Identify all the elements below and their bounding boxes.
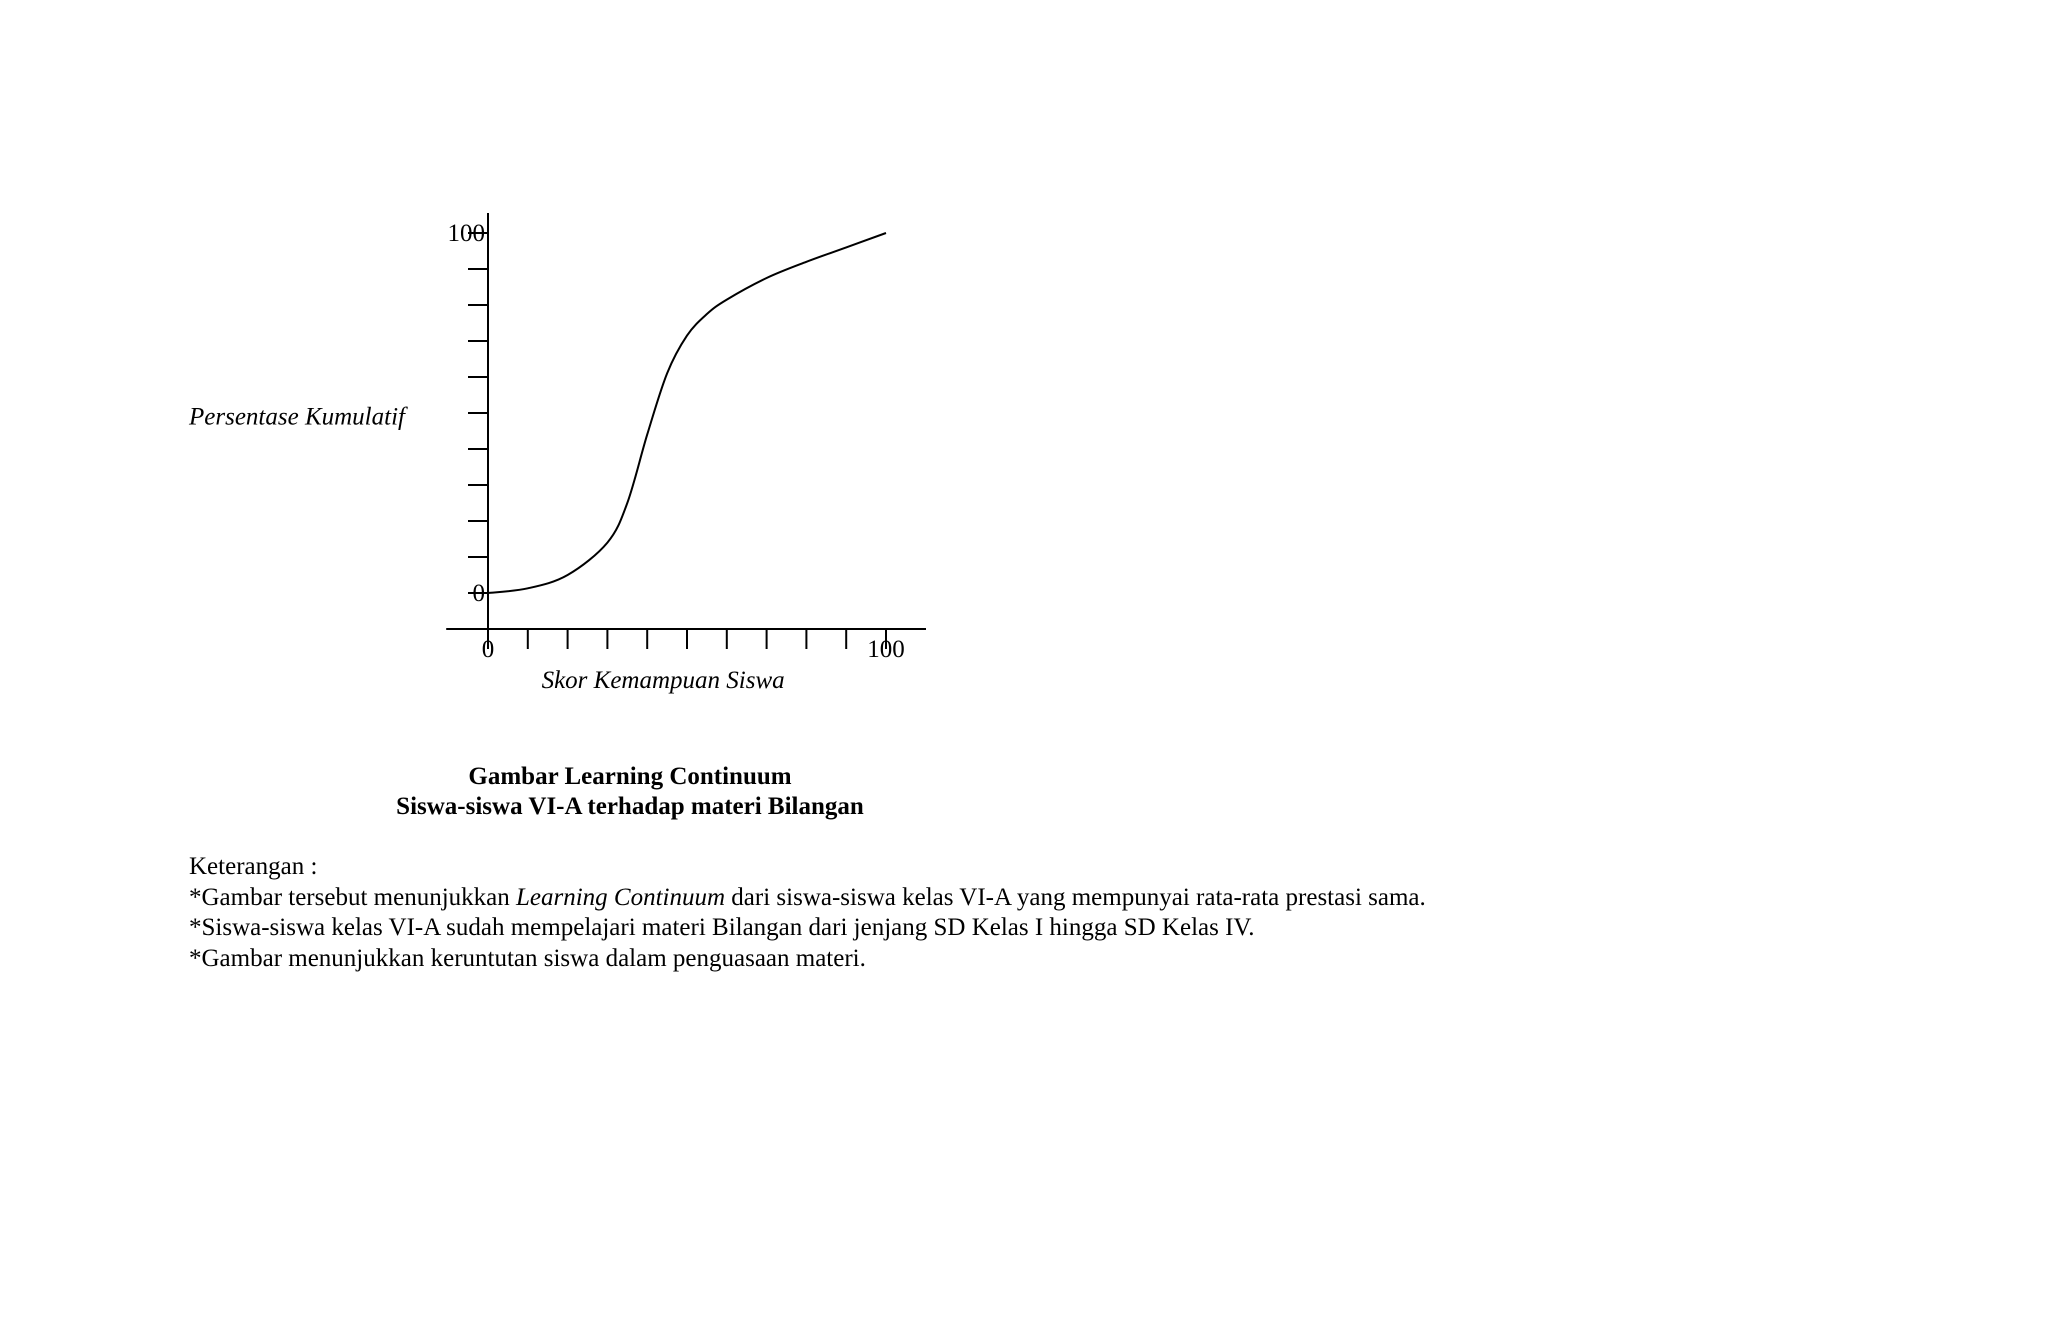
notes-line-1 — [189, 883, 1426, 914]
cumulative-curve — [488, 233, 886, 593]
x-axis-title: Skor Kemampuan Siswa — [541, 667, 785, 694]
y-axis-title: Persentase Kumulatif — [189, 403, 405, 431]
chart-axes — [446, 213, 926, 649]
y-tick-label: 0 — [472, 580, 485, 607]
notes-block — [189, 852, 1426, 974]
notes-line-1-before: *Gambar tersebut menunjukkan — [189, 883, 516, 911]
chart-ticks — [468, 233, 886, 649]
y-tick-label: 100 — [447, 220, 485, 247]
notes-line-3: *Gambar menunjukkan keruntutan siswa dalam penguasaan materi. — [189, 944, 866, 972]
x-tick-label: 0 — [481, 636, 495, 663]
figure-caption-subtitle: Siswa-siswa VI-A terhadap materi Bilangan — [396, 793, 864, 820]
notes-line-2: *Siswa-siswa kelas VI-A sudah mempelajari materi Bilangan dari jenjang SD Kelas I hingga SD Kelas IV. — [189, 914, 1255, 941]
x-tick-label: 100 — [867, 636, 905, 663]
figure-caption-title: Gambar Learning Continuum — [468, 763, 792, 790]
notes-line-1-after: dari siswa-siswa kelas VI-A yang mempunyai rata-rata prestasi sama. — [725, 883, 1426, 911]
notes-heading: Keterangan : — [189, 853, 318, 880]
chart-labels — [188, 220, 905, 694]
notes-line-1-italic: Learning Continuum — [516, 883, 726, 911]
chart-series — [488, 233, 886, 593]
